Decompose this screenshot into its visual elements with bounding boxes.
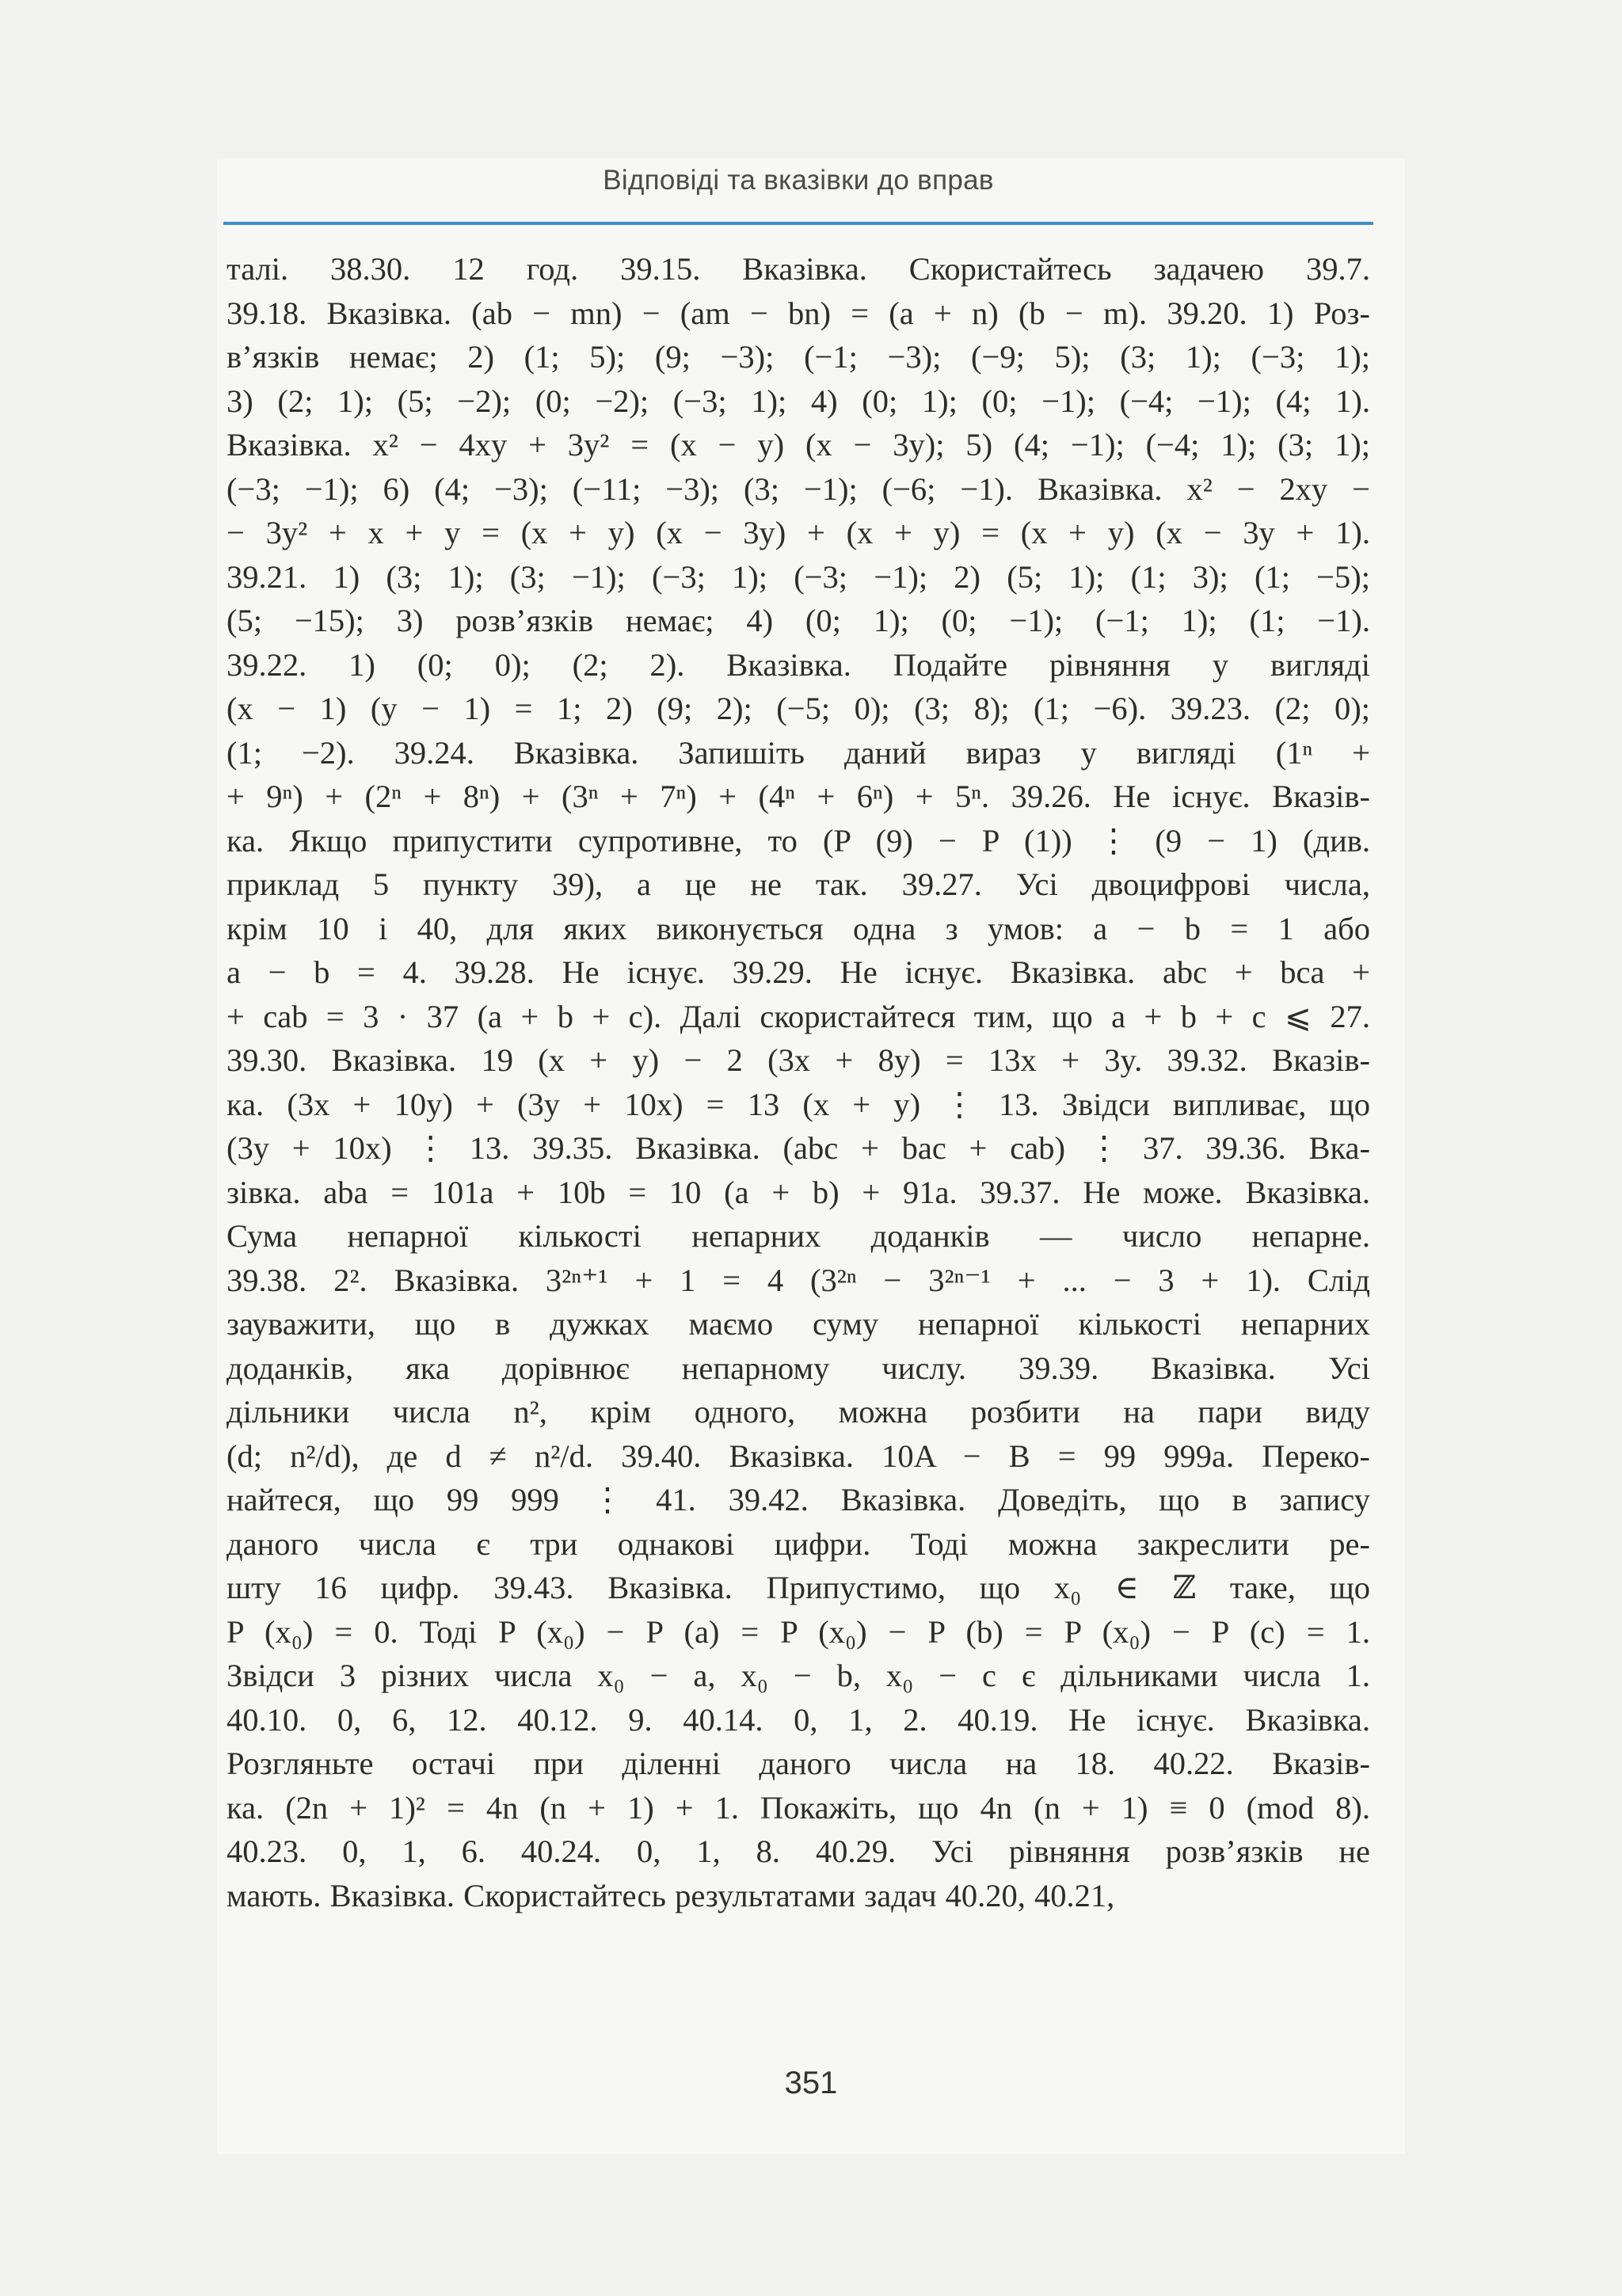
text-line: Розгляньте остачі при діленні даного числа на 18. 40.22. Вказів-: [227, 1746, 1370, 1781]
text-line: 39.18. Вказівка. (ab − mn) − (am − bn) = (a + n) (b − m). 39.20. 1) Роз-: [227, 295, 1370, 331]
text-line: 39.30. Вказівка. 19 (x + y) − 2 (3x + 8y) = 13x + 3y. 39.32. Вказів-: [227, 1042, 1370, 1078]
text-line: найтеся, що 99 999 ⋮ 41. 39.42. Вказівка. Доведіть, що в запису: [227, 1482, 1370, 1517]
text-line: крім 10 і 40, для яких виконується одна з умов: a − b = 1 або: [227, 910, 1370, 946]
answers-text-block: [227, 247, 1370, 1917]
text-line: талі. 38.30. 12 год. 39.15. Вказівка. Скористайтесь задачею 39.7.: [227, 251, 1370, 287]
text-line: (x − 1) (y − 1) = 1; 2) (9; 2); (−5; 0); (3; 8); (1; −6). 39.23. (2; 0);: [227, 691, 1370, 726]
text-line: Звідси 3 різних числа x₀ − a, x₀ − b, x₀ − c є дільниками числа 1.: [227, 1658, 1370, 1693]
text-line: зівка. aba = 101a + 10b = 10 (a + b) + 91a. 39.37. Не може. Вказівка.: [227, 1174, 1370, 1210]
text-line: доданків, яка дорівнює непарному числу. 39.39. Вказівка. Усі: [227, 1350, 1370, 1386]
text-line: 39.38. 2². Вказівка. 3²ⁿ⁺¹ + 1 = 4 (3²ⁿ − 3²ⁿ⁻¹ + ... − 3 + 1). Слід: [227, 1262, 1370, 1298]
text-line: − 3y² + x + y = (x + y) (x − 3y) + (x + y) = (x + y) (x − 3y + 1).: [227, 515, 1370, 550]
text-line: Вказівка. x² − 4xy + 3y² = (x − y) (x − 3y); 5) (4; −1); (−4; 1); (3; 1);: [227, 427, 1370, 463]
header-rule: [223, 222, 1373, 225]
text-line: мають. Вказівка. Скористайтесь результатами задач 40.20, 40.21,: [227, 1877, 1115, 1913]
text-line: зауважити, що в дужках маємо суму непарної кількості непарних: [227, 1306, 1370, 1342]
text-line: (5; −15); 3) розв’язків немає; 4) (0; 1); (0; −1); (−1; 1); (1; −1).: [227, 603, 1370, 638]
text-line: ка. Якщо припустити супротивне, то (P (9) − P (1)) ⋮ (9 − 1) (див.: [227, 822, 1370, 859]
text-line: 3) (2; 1); (5; −2); (0; −2); (−3; 1); 4) (0; 1); (0; −1); (−4; −1); (4; 1).: [227, 383, 1370, 419]
text-line: 39.22. 1) (0; 0); (2; 2). Вказівка. Подайте рівняння у вигляді: [227, 646, 1370, 683]
text-line: 40.23. 0, 1, 6. 40.24. 0, 1, 8. 40.29. Усі рівняння розв’язків не: [227, 1833, 1370, 1869]
text-line: даного числа є три однакові цифри. Тоді можна закреслити ре-: [227, 1525, 1370, 1562]
text-line: 39.21. 1) (3; 1); (3; −1); (−3; 1); (−3; −1); 2) (5; 1); (1; 3); (1; −5);: [227, 558, 1370, 595]
text-line: дільники числа n², крім одного, можна розбити на пари виду: [227, 1394, 1370, 1430]
text-line: ка. (3x + 10y) + (3y + 10x) = 13 (x + y) ⋮ 13. Звідси випливає, що: [227, 1086, 1370, 1122]
running-header: Відповіді та вказівки до вправ: [603, 165, 994, 196]
text-line: в’язків немає; 2) (1; 5); (9; −3); (−1; −3); (−9; 5); (3; 1); (−3; 1);: [227, 339, 1370, 375]
text-line: ка. (2n + 1)² = 4n (n + 1) + 1. Покажіть, що 4n (n + 1) ≡ 0 (mod 8).: [227, 1789, 1370, 1826]
text-line: шту 16 цифр. 39.43. Вказівка. Припустимо, що x₀ ∈ ℤ таке, що: [227, 1570, 1370, 1605]
text-line: + cab = 3 · 37 (a + b + c). Далі скористайтеся тим, що a + b + c ⩽ 27.: [227, 998, 1370, 1034]
text-line: приклад 5 пункту 39), а це не так. 39.27. Усі двоцифрові числа,: [227, 866, 1370, 902]
text-line: (3y + 10x) ⋮ 13. 39.35. Вказівка. (abc + bac + cab) ⋮ 37. 39.36. Вка-: [227, 1130, 1370, 1166]
text-line: Сума непарної кількості непарних доданків — число непарне.: [227, 1218, 1370, 1254]
text-line: + 9ⁿ) + (2ⁿ + 8ⁿ) + (3ⁿ + 7ⁿ) + (4ⁿ + 6ⁿ) + 5ⁿ. 39.26. Не існує. Вказів-: [227, 779, 1370, 814]
text-line: P (x₀) = 0. Тоді P (x₀) − P (a) = P (x₀) − P (b) = P (x₀) − P (c) = 1.: [227, 1613, 1370, 1650]
text-line: (d; n²/d), де d ≠ n²/d. 39.40. Вказівка. 10A − B = 99 999a. Переко-: [227, 1437, 1370, 1474]
text-line: (−3; −1); 6) (4; −3); (−11; −3); (3; −1); (−6; −1). Вказівка. x² − 2xy −: [227, 470, 1370, 507]
text-line: a − b = 4. 39.28. Не існує. 39.29. Не існує. Вказівка. abc + bca +: [227, 954, 1370, 990]
page-number: 351: [784, 2066, 838, 2100]
text-line: (1; −2). 39.24. Вказівка. Запишіть даний вираз у вигляді (1ⁿ +: [227, 734, 1370, 771]
text-line: 40.10. 0, 6, 12. 40.12. 9. 40.14. 0, 1, 2. 40.19. Не існує. Вказівка.: [227, 1701, 1370, 1738]
